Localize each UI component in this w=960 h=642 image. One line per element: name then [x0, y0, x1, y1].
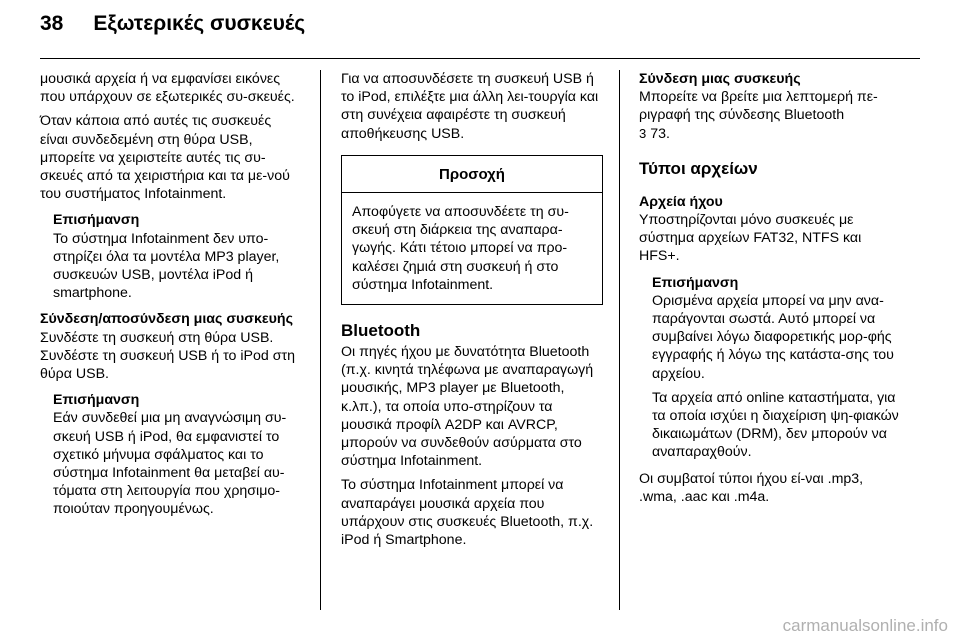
- column-1: [40, 70, 302, 527]
- note-text: Εάν συνδεθεί μια μη αναγνώσιμη συ-σκευή USB ή iPod, θα εμφανιστεί το σχετικό μήνυμα σφάλματος και το σύστημα Infotainment θα μεταβεί αυ-τόματα στη λειτουργία που χρησιμο-ποιούταν προηγουμένως.: [53, 410, 287, 518]
- paragraph: Οι συμβατοί τύποι ήχου εί-ναι .mp3, .wma, .aac και .m4a.: [639, 470, 864, 505]
- note-title: Επισήμανση: [53, 212, 140, 229]
- note-text: Ορισμένα αρχεία μπορεί να μην ανα-παράγονται σωστά. Αυτό μπορεί να συμβαίνει λόγω διαφορετικής μορ-φής εγγραφής ή λόγω της κατάστα-σης του αρχείου.: [652, 292, 894, 382]
- page-title: Εξωτερικές συσκευές: [93, 12, 306, 35]
- note-text: Το σύστημα Infotainment δεν υπο-στηρίζει όλα τα μοντέλα MP3 player, συσκευών USB, μοντέλα iPod ή smartphone.: [53, 230, 280, 302]
- note-text: Τα αρχεία από online καταστήματα, για τα οποία ισχύει η διαχείριση ψη-φιακών δικαιωμάτων (DRM), δεν μπορούν να αναπαραχθούν.: [652, 389, 899, 461]
- sub-heading: Αρχεία ήχου: [639, 193, 723, 210]
- column-divider: [320, 70, 321, 610]
- caution-title: Προσοχή: [342, 156, 602, 193]
- note-title: Επισήμανση: [652, 274, 739, 291]
- page-number: 38: [40, 12, 64, 35]
- section-heading: Bluetooth: [341, 321, 421, 341]
- paragraph: Το σύστημα Infotainment μπορεί να αναπαράγει μουσικά αρχεία που υπάρχουν στις συσκευές Bluetooth, π.χ. iPod ή Smartphone.: [341, 477, 594, 549]
- column-2: [341, 70, 603, 555]
- paragraph-text: Μπορείτε να βρείτε μια λεπτομερή πε-ριγραφή της σύνδεσης Bluetooth: [639, 89, 878, 124]
- paragraph: Συνδέστε τη συσκευή στη θύρα USB.: [40, 329, 274, 346]
- note-box: [652, 274, 901, 462]
- caution-box: [341, 155, 603, 305]
- page-reference-icon: 3: [639, 125, 647, 141]
- note-title: Επισήμανση: [53, 392, 140, 409]
- paragraph: Συνδέστε τη συσκευή USB ή το iPod στη θύρα USB.: [40, 347, 295, 383]
- section-title: Σύνδεση/αποσύνδεση μιας συσκευής: [40, 311, 293, 328]
- paragraph: Οι πηγές ήχου με δυνατότητα Bluetooth (π.χ. κινητά τηλέφωνα με αναπαραγωγή μουσικής, MP3 player με Bluetooth, κ.λπ.), τα οποία υπο-στηρίζουν τα μουσικά προφίλ A2DP και AVRCP, μπορούν να συνδεθούν ασύρματα στο σύστημα Infotainment.: [341, 344, 594, 470]
- watermark: carmanualsonline.info: [782, 616, 948, 635]
- page-reference[interactable]: 73.: [650, 125, 670, 142]
- paragraph: Όταν κάποια από αυτές τις συσκευές είναι συνδεδεμένη στη θύρα USB, μπορείτε να χειριστείτε αυτές τις συ-σκευές από τα χειριστήρια και τα με-νού του συστήματος Infotainment.: [40, 113, 290, 203]
- note-box: [53, 391, 302, 518]
- section-title: Σύνδεση μιας συσκευής: [639, 71, 801, 87]
- column-3: [639, 70, 901, 512]
- column-divider: [619, 70, 620, 610]
- section-heading: Τύποι αρχείων: [639, 158, 758, 178]
- header-rule: [40, 58, 920, 59]
- caution-text: Αποφύγετε να αποσυνδέετε τη συ-σκευή στη διάρκεια της αναπαρα-γωγής. Κάτι τέτοιο μπορεί να προ-καλέσει ζημιά στη συσκευή ή στο σύστημα Infotainment.: [352, 204, 569, 293]
- paragraph: Για να αποσυνδέσετε τη συσκευή USB ή το iPod, επιλέξτε μια άλλη λει-τουργία και στη συνέχεια αφαιρέστε τη συσκευή αποθήκευσης USB.: [341, 71, 599, 142]
- page-header: [40, 12, 920, 52]
- paragraph: μουσικά αρχεία ή να εμφανίσει εικόνες που υπάρχουν σε εξωτερικές συ-σκευές.: [40, 71, 295, 106]
- note-box: [53, 211, 302, 302]
- paragraph: [639, 88, 901, 143]
- paragraph: Υποστηρίζονται μόνο συσκευές με σύστημα αρχείων FAT32, NTFS και HFS+.: [639, 212, 862, 265]
